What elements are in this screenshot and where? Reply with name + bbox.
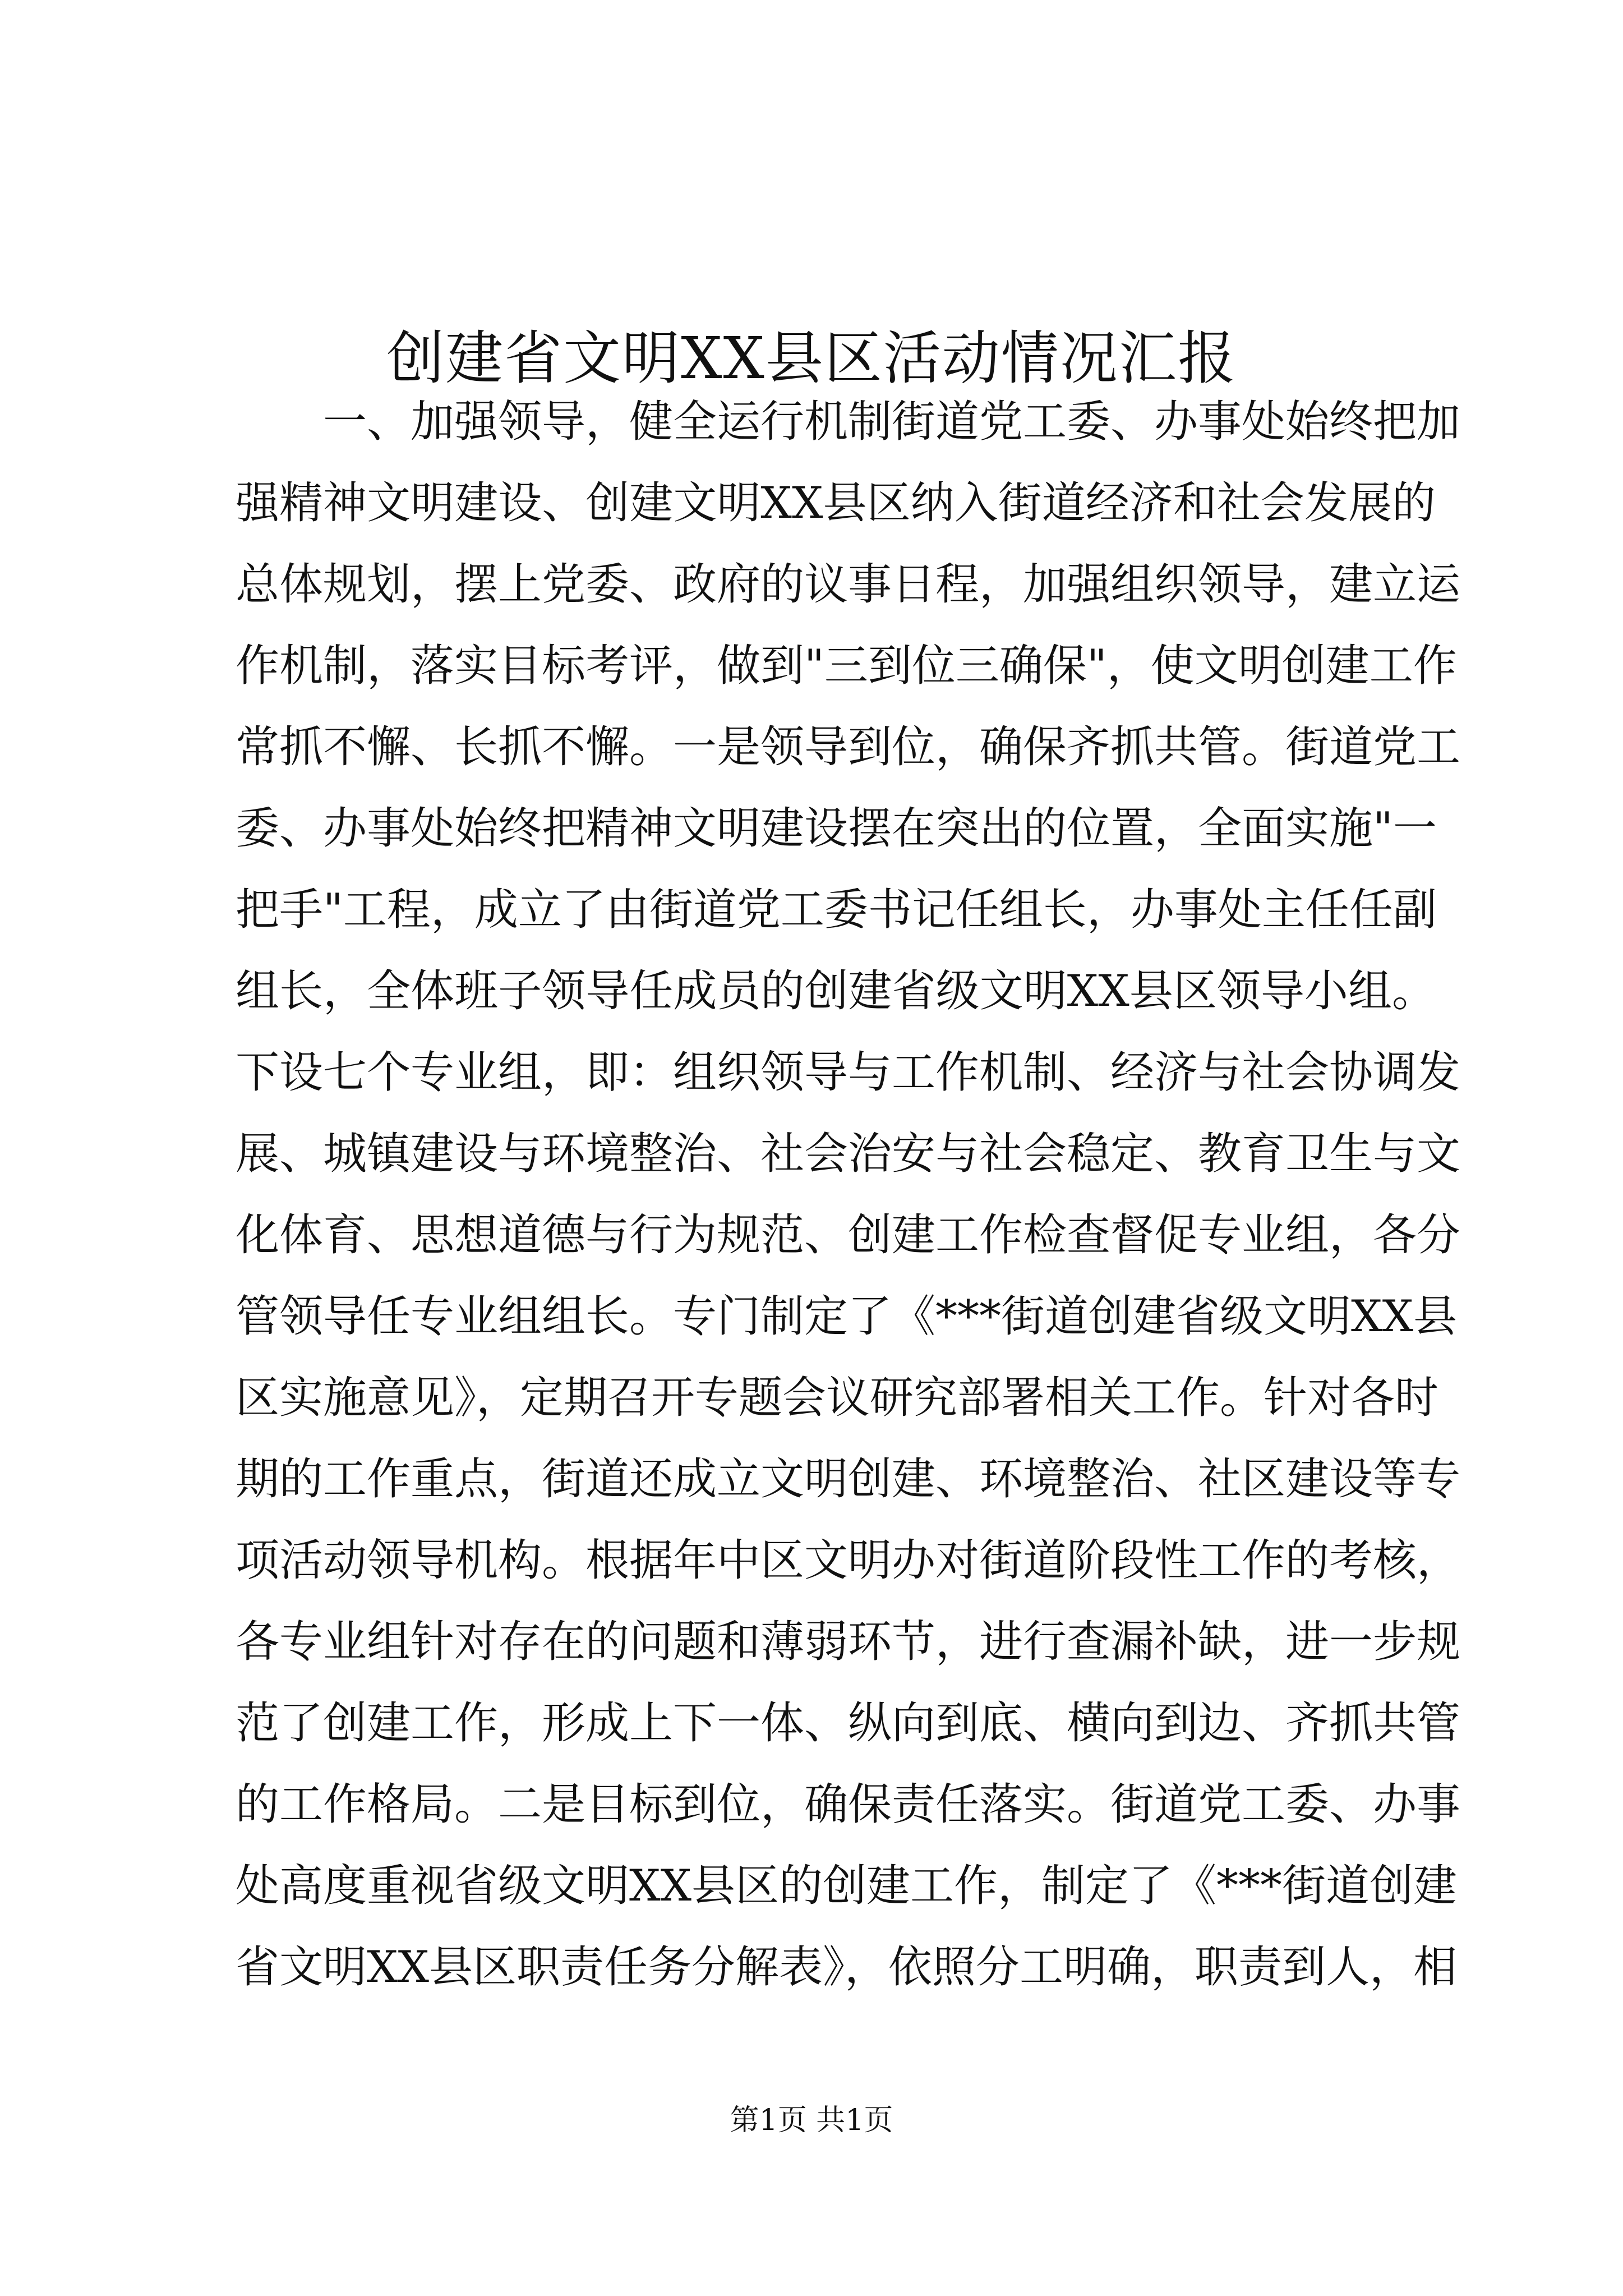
body-line: 强精神文明建设、创建文明XX县区纳入街道经济和社会发展的 bbox=[236, 478, 1436, 528]
body-line: 下设七个专业组，即：组织领导与工作机制、经济与社会协调发 bbox=[236, 1047, 1461, 1098]
body-line: 期的工作重点，街道还成立文明创建、环境整治、社区建设等专 bbox=[236, 1454, 1461, 1504]
body-line: 一、加强领导，健全运行机制街道党工委、办事处始终把加 bbox=[236, 397, 1461, 447]
body-line: 处高度重视省级文明XX县区的创建工作，制定了《***街道创建 bbox=[236, 1861, 1458, 1911]
body-line: 展、城镇建设与环境整治、社会治安与社会稳定、教育卫生与文 bbox=[236, 1129, 1461, 1179]
body-line: 各专业组针对存在的问题和薄弱环节，进行查漏补缺，进一步规 bbox=[236, 1617, 1461, 1667]
document-title: 创建省文明XX县区活动情况汇报 bbox=[386, 325, 1237, 392]
body-line: 的工作格局。二是目标到位，确保责任落实。街道党工委、办事 bbox=[236, 1779, 1461, 1830]
body-line: 总体规划，摆上党委、政府的议事日程，加强组织领导，建立运 bbox=[236, 559, 1461, 610]
body-line: 作机制，落实目标考评，做到"三到位三确保"，使文明创建工作 bbox=[236, 641, 1457, 691]
body-line: 范了创建工作，形成上下一体、纵向到底、横向到边、齐抓共管 bbox=[236, 1698, 1461, 1749]
body-line: 项活动领导机构。根据年中区文明办对街道阶段性工作的考核， bbox=[236, 1535, 1461, 1586]
body-line: 组长，全体班子领导任成员的创建省级文明XX县区领导小组。 bbox=[236, 966, 1436, 1016]
body-line: 省文明XX县区职责任务分解表》，依照分工明确，职责到人，相 bbox=[236, 1942, 1458, 1993]
body-line: 区实施意见》，定期召开专题会议研究部署相关工作。针对各时 bbox=[236, 1373, 1439, 1423]
body-line: 委、办事处始终把精神文明建设摆在突出的位置，全面实施"一 bbox=[236, 803, 1437, 854]
body-line: 常抓不懈、长抓不懈。一是领导到位，确保齐抓共管。街道党工 bbox=[236, 722, 1461, 772]
document-body bbox=[236, 381, 1461, 2008]
body-line: 化体育、思想道德与行为规范、创建工作检查督促专业组，各分 bbox=[236, 1210, 1461, 1260]
page-footer: 第1页 共1页 bbox=[730, 2104, 893, 2137]
body-line: 把手"工程，成立了由街道党工委书记任组长，办事处主任任副 bbox=[236, 885, 1437, 935]
body-line: 管领导任专业组组长。专门制定了《***街道创建省级文明XX县 bbox=[236, 1291, 1458, 1342]
